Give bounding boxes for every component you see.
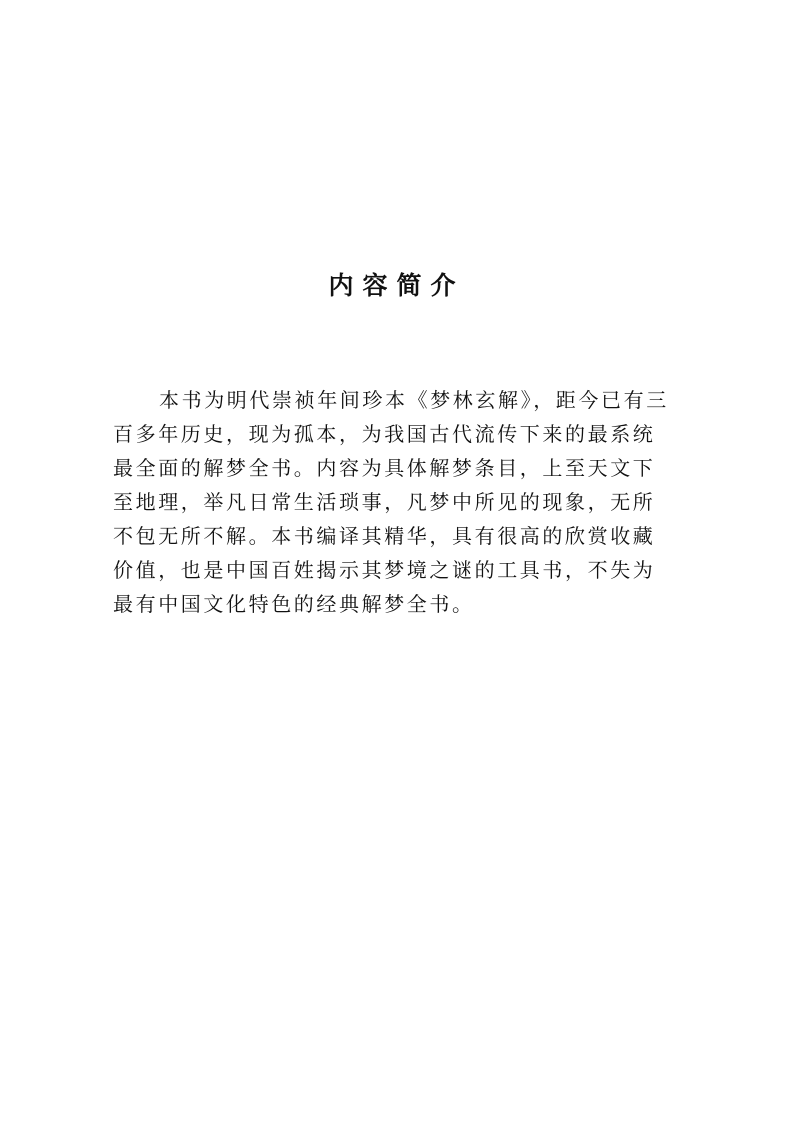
paragraph-line-6: 价值，也是中国百姓揭示其梦境之谜的工具书，不失为	[113, 558, 656, 582]
paragraph-line-5: 不包无所不解。本书编译其精华，具有很高的欣赏收藏	[113, 524, 656, 548]
page-title: 内容简介	[328, 271, 465, 300]
paragraph-line-2: 百多年历史，现为孤本，为我国古代流传下来的最系统	[113, 422, 656, 446]
paragraph-line-7: 最有中国文化特色的经典解梦全书。	[113, 592, 475, 616]
paragraph-line-3: 最全面的解梦全书。内容为具体解梦条目，上至天文下	[113, 456, 656, 480]
paragraph-line-1: 本书为明代崇祯年间珍本《梦林玄解》，距今已有三	[159, 388, 669, 412]
paragraph-line-4: 至地理，举凡日常生活琐事，凡梦中所见的现象，无所	[113, 490, 656, 514]
introduction-paragraph	[113, 383, 703, 621]
